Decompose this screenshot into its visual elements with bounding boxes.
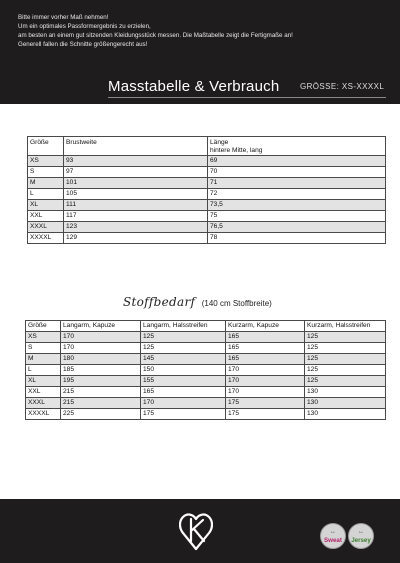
fabric-title: Stoffbedarf	[123, 295, 196, 309]
value-cell: 130	[305, 387, 386, 398]
header-line: Länge	[210, 139, 229, 146]
table-row	[28, 156, 386, 167]
arrows-icon: ↔	[330, 529, 336, 535]
size-cell: XXXL	[28, 222, 64, 233]
value-cell: 165	[226, 343, 305, 354]
badge-label: Sweat	[324, 537, 342, 544]
value-cell: 215	[61, 398, 141, 409]
value-cell: 155	[141, 376, 226, 387]
size-cell: XXXL	[26, 398, 61, 409]
table-row	[26, 365, 386, 376]
value-cell: 175	[226, 409, 305, 420]
size-cell: XXL	[28, 211, 64, 222]
size-range: GRÖSSE: XS-XXXXL	[300, 82, 385, 91]
value-cell: 73,5	[208, 200, 386, 211]
fabric-table	[25, 320, 386, 420]
value-cell: 70	[208, 167, 386, 178]
value-cell: 180	[61, 354, 141, 365]
size-cell: XS	[28, 156, 64, 167]
value-cell: 165	[226, 354, 305, 365]
size-cell: S	[28, 167, 64, 178]
table-row	[28, 233, 386, 244]
size-cell: XXL	[26, 387, 61, 398]
title-underline	[108, 97, 386, 98]
table-row	[28, 189, 386, 200]
table-row	[26, 387, 386, 398]
value-cell: 145	[141, 354, 226, 365]
value-cell: 215	[61, 387, 141, 398]
brand-logo-icon	[179, 511, 213, 551]
header-cell: Kurzarm, Kapuze	[226, 321, 305, 332]
value-cell: 170	[61, 343, 141, 354]
value-cell: 170	[61, 332, 141, 343]
value-cell: 150	[141, 365, 226, 376]
size-cell: XXXXL	[26, 409, 61, 420]
value-cell: 125	[141, 343, 226, 354]
value-cell: 93	[64, 156, 208, 167]
value-cell: 71	[208, 178, 386, 189]
header-cell: Größe	[28, 137, 64, 156]
table-row	[26, 409, 386, 420]
value-cell: 75	[208, 211, 386, 222]
header-cell: Kurzarm, Halsstreifen	[305, 321, 386, 332]
table-row	[26, 332, 386, 343]
value-cell: 125	[305, 376, 386, 387]
fabric-table-header	[26, 321, 386, 332]
value-cell: 72	[208, 189, 386, 200]
header-line: hintere Mitte, lang	[210, 147, 263, 154]
value-cell: 125	[305, 343, 386, 354]
title-row	[0, 78, 400, 96]
value-cell: 125	[305, 354, 386, 365]
size-cell: XL	[26, 376, 61, 387]
jersey-badge	[348, 523, 374, 549]
value-cell: 165	[226, 332, 305, 343]
value-cell: 130	[305, 409, 386, 420]
value-cell: 170	[141, 398, 226, 409]
notice-line: Bitte immer vorher Maß nehmen!	[18, 14, 109, 21]
size-cell: XL	[28, 200, 64, 211]
size-cell: L	[26, 365, 61, 376]
header-cell	[208, 137, 386, 156]
value-cell: 125	[141, 332, 226, 343]
page-title: Masstabelle & Verbrauch	[108, 78, 280, 95]
value-cell: 125	[305, 332, 386, 343]
size-cell: M	[26, 354, 61, 365]
value-cell: 185	[61, 365, 141, 376]
value-cell: 101	[64, 178, 208, 189]
table-row	[28, 167, 386, 178]
size-cell: XXXXL	[28, 233, 64, 244]
value-cell: 175	[226, 398, 305, 409]
value-cell: 69	[208, 156, 386, 167]
header-cell: Brustweite	[64, 137, 208, 156]
size-table	[27, 136, 386, 244]
table-row	[26, 343, 386, 354]
value-cell: 170	[226, 376, 305, 387]
value-cell: 165	[141, 387, 226, 398]
sweat-badge	[320, 523, 346, 549]
value-cell: 170	[226, 365, 305, 376]
table-row	[26, 354, 386, 365]
value-cell: 195	[61, 376, 141, 387]
value-cell: 97	[64, 167, 208, 178]
value-cell: 105	[64, 189, 208, 200]
value-cell: 117	[64, 211, 208, 222]
value-cell: 130	[305, 398, 386, 409]
fabric-width-note: (140 cm Stoffbreite)	[201, 299, 272, 308]
header-cell: Größe	[26, 321, 61, 332]
header-band	[0, 0, 400, 104]
table-row	[28, 222, 386, 233]
fabric-heading	[123, 293, 272, 311]
value-cell: 129	[64, 233, 208, 244]
size-cell: XS	[26, 332, 61, 343]
table-row	[28, 211, 386, 222]
value-cell: 225	[61, 409, 141, 420]
size-cell: L	[28, 189, 64, 200]
table-row	[28, 200, 386, 211]
table-row	[28, 178, 386, 189]
size-table-header	[28, 137, 386, 156]
value-cell: 76,5	[208, 222, 386, 233]
notice-line: am besten an einem gut sitzenden Kleidungsstück messen. Die Maßtabelle zeigt die Fertigmaße an!	[18, 32, 293, 39]
size-cell: M	[28, 178, 64, 189]
measurement-notice	[18, 13, 293, 49]
notice-line: Generell fallen die Schnitte größengerecht aus!	[18, 41, 148, 48]
table-row	[26, 376, 386, 387]
table-row	[26, 398, 386, 409]
value-cell: 111	[64, 200, 208, 211]
header-cell: Langarm, Kapuze	[61, 321, 141, 332]
arrows-icon: ↔	[358, 529, 364, 535]
notice-line: Um ein optimales Passformergebnis zu erzielen,	[18, 23, 151, 30]
value-cell: 78	[208, 233, 386, 244]
badge-label: Jersey	[351, 537, 371, 544]
value-cell: 125	[305, 365, 386, 376]
header-cell: Langarm, Halsstreifen	[141, 321, 226, 332]
value-cell: 170	[226, 387, 305, 398]
value-cell: 123	[64, 222, 208, 233]
size-cell: S	[26, 343, 61, 354]
value-cell: 175	[141, 409, 226, 420]
